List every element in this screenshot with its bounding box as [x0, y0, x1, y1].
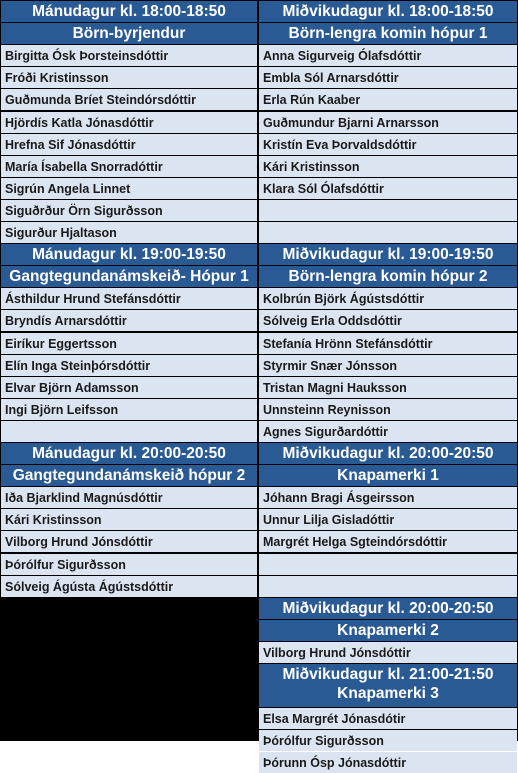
participant-row: Tristan Magni Hauksson: [259, 377, 517, 398]
participant-row: Kristín Eva Þorvaldsdóttir: [259, 134, 517, 155]
section-header: Mánudagur kl. 18:00-18:50: [1, 1, 257, 22]
participant-row: Þórólfur Sigurðsson: [259, 730, 517, 751]
participant-row: Klara Sól Ólafsdóttir: [259, 178, 517, 199]
section-header: Gangtegundanámskeið- Hópur 1: [1, 266, 257, 287]
empty-row: [1, 421, 257, 442]
section-header: Knapamerki 1: [259, 465, 517, 486]
participant-row: Þórólfur Sigurðsson: [1, 554, 257, 575]
empty-row: [259, 222, 517, 243]
participant-row: Eiríkur Eggertsson: [1, 333, 257, 354]
section-header-line: Knapamerki 3: [337, 685, 439, 702]
empty-row: [259, 576, 517, 597]
participant-row: Ásthildur Hrund Stefánsdóttir: [1, 288, 257, 309]
participant-row: Stefanía Hrönn Stefánsdóttir: [259, 333, 517, 354]
section-header: Miðvikudagur kl. 20:00-20:50: [259, 443, 517, 464]
participant-row: Kolbrún Björk Ágústsdóttir: [259, 288, 517, 309]
participant-row: Agnes Sigurðardóttir: [259, 421, 517, 442]
section-header: Mánudagur kl. 19:00-19:50: [1, 244, 257, 265]
participant-row: Sigrún Angela Linnet: [1, 178, 257, 199]
participant-row: Birgitta Ósk Þorsteinsdóttir: [1, 45, 257, 66]
section-header: Miðvikudagur kl. 20:00-20:50: [259, 598, 517, 619]
section-header: Miðvikudagur kl. 18:00-18:50: [259, 1, 517, 22]
participant-row: Bryndís Arnarsdóttir: [1, 310, 257, 331]
participant-row: María Ísabella Snorradóttir: [1, 156, 257, 177]
section-header: Knapamerki 2: [259, 620, 517, 641]
section-header-line: Miðvikudagur kl. 21:00-21:50: [282, 666, 494, 683]
participant-row: Anna Sigurveig Ólafsdóttir: [259, 45, 517, 66]
section-header: Miðvikudagur kl. 19:00-19:50: [259, 244, 517, 265]
participant-row: Erla Rún Kaaber: [259, 89, 517, 110]
participant-row: Ingi Björn Leifsson: [1, 399, 257, 420]
section-header: Gangtegundanámskeið hópur 2: [1, 465, 257, 486]
participant-row: Hjördís Katla Jónasdóttir: [1, 112, 257, 133]
participant-row: Margrét Helga Sgteindórsdóttir: [259, 531, 517, 552]
participant-row: Guðmundur Bjarni Arnarsson: [259, 112, 517, 133]
participant-row: Elvar Björn Adamsson: [1, 377, 257, 398]
participant-row: Siguðrður Örn Sigurðsson: [1, 200, 257, 221]
section-header: Börn-lengra komin hópur 1: [259, 23, 517, 44]
participant-row: Þórunn Ósp Jónasdóttir: [259, 752, 517, 773]
participant-row: Elsa Margrét Jónasdótir: [259, 708, 517, 729]
participant-row: Iða Bjarklind Magnúsdóttir: [1, 487, 257, 508]
participant-row: Sigurður Hjaltason: [1, 222, 257, 243]
participant-row: Unnsteinn Reynisson: [259, 399, 517, 420]
empty-row: [259, 200, 517, 221]
participant-row: Styrmir Snær Jónsson: [259, 355, 517, 376]
participant-row: Sólveig Erla Oddsdóttir: [259, 310, 517, 331]
participant-row: Embla Sól Arnarsdóttir: [259, 67, 517, 88]
participant-row: Hrefna Sif Jónasdóttir: [1, 134, 257, 155]
participant-row: Unnur Lilja Gisladóttir: [259, 509, 517, 530]
participant-row: Vilborg Hrund Jónsdóttir: [1, 531, 257, 552]
section-header: Börn-byrjendur: [1, 23, 257, 44]
section-header: Börn-lengra komin hópur 2: [259, 266, 517, 287]
participant-row: Jóhann Bragi Ásgeirsson: [259, 487, 517, 508]
section-header: [259, 664, 517, 707]
participant-row: Kári Kristinsson: [259, 156, 517, 177]
participant-row: Elín Inga Steinþórsdóttir: [1, 355, 257, 376]
participant-row: Kári Kristinsson: [1, 509, 257, 530]
participant-row: Guðmunda Bríet Steindórsdóttir: [1, 89, 257, 110]
empty-row: [259, 554, 517, 575]
participant-row: Fróði Kristinsson: [1, 67, 257, 88]
participant-row: Vilborg Hrund Jónsdóttir: [259, 642, 517, 663]
section-header: Mánudagur kl. 20:00-20:50: [1, 443, 257, 464]
participant-row: Sólveig Ágústa Ágústsdóttir: [1, 576, 257, 597]
